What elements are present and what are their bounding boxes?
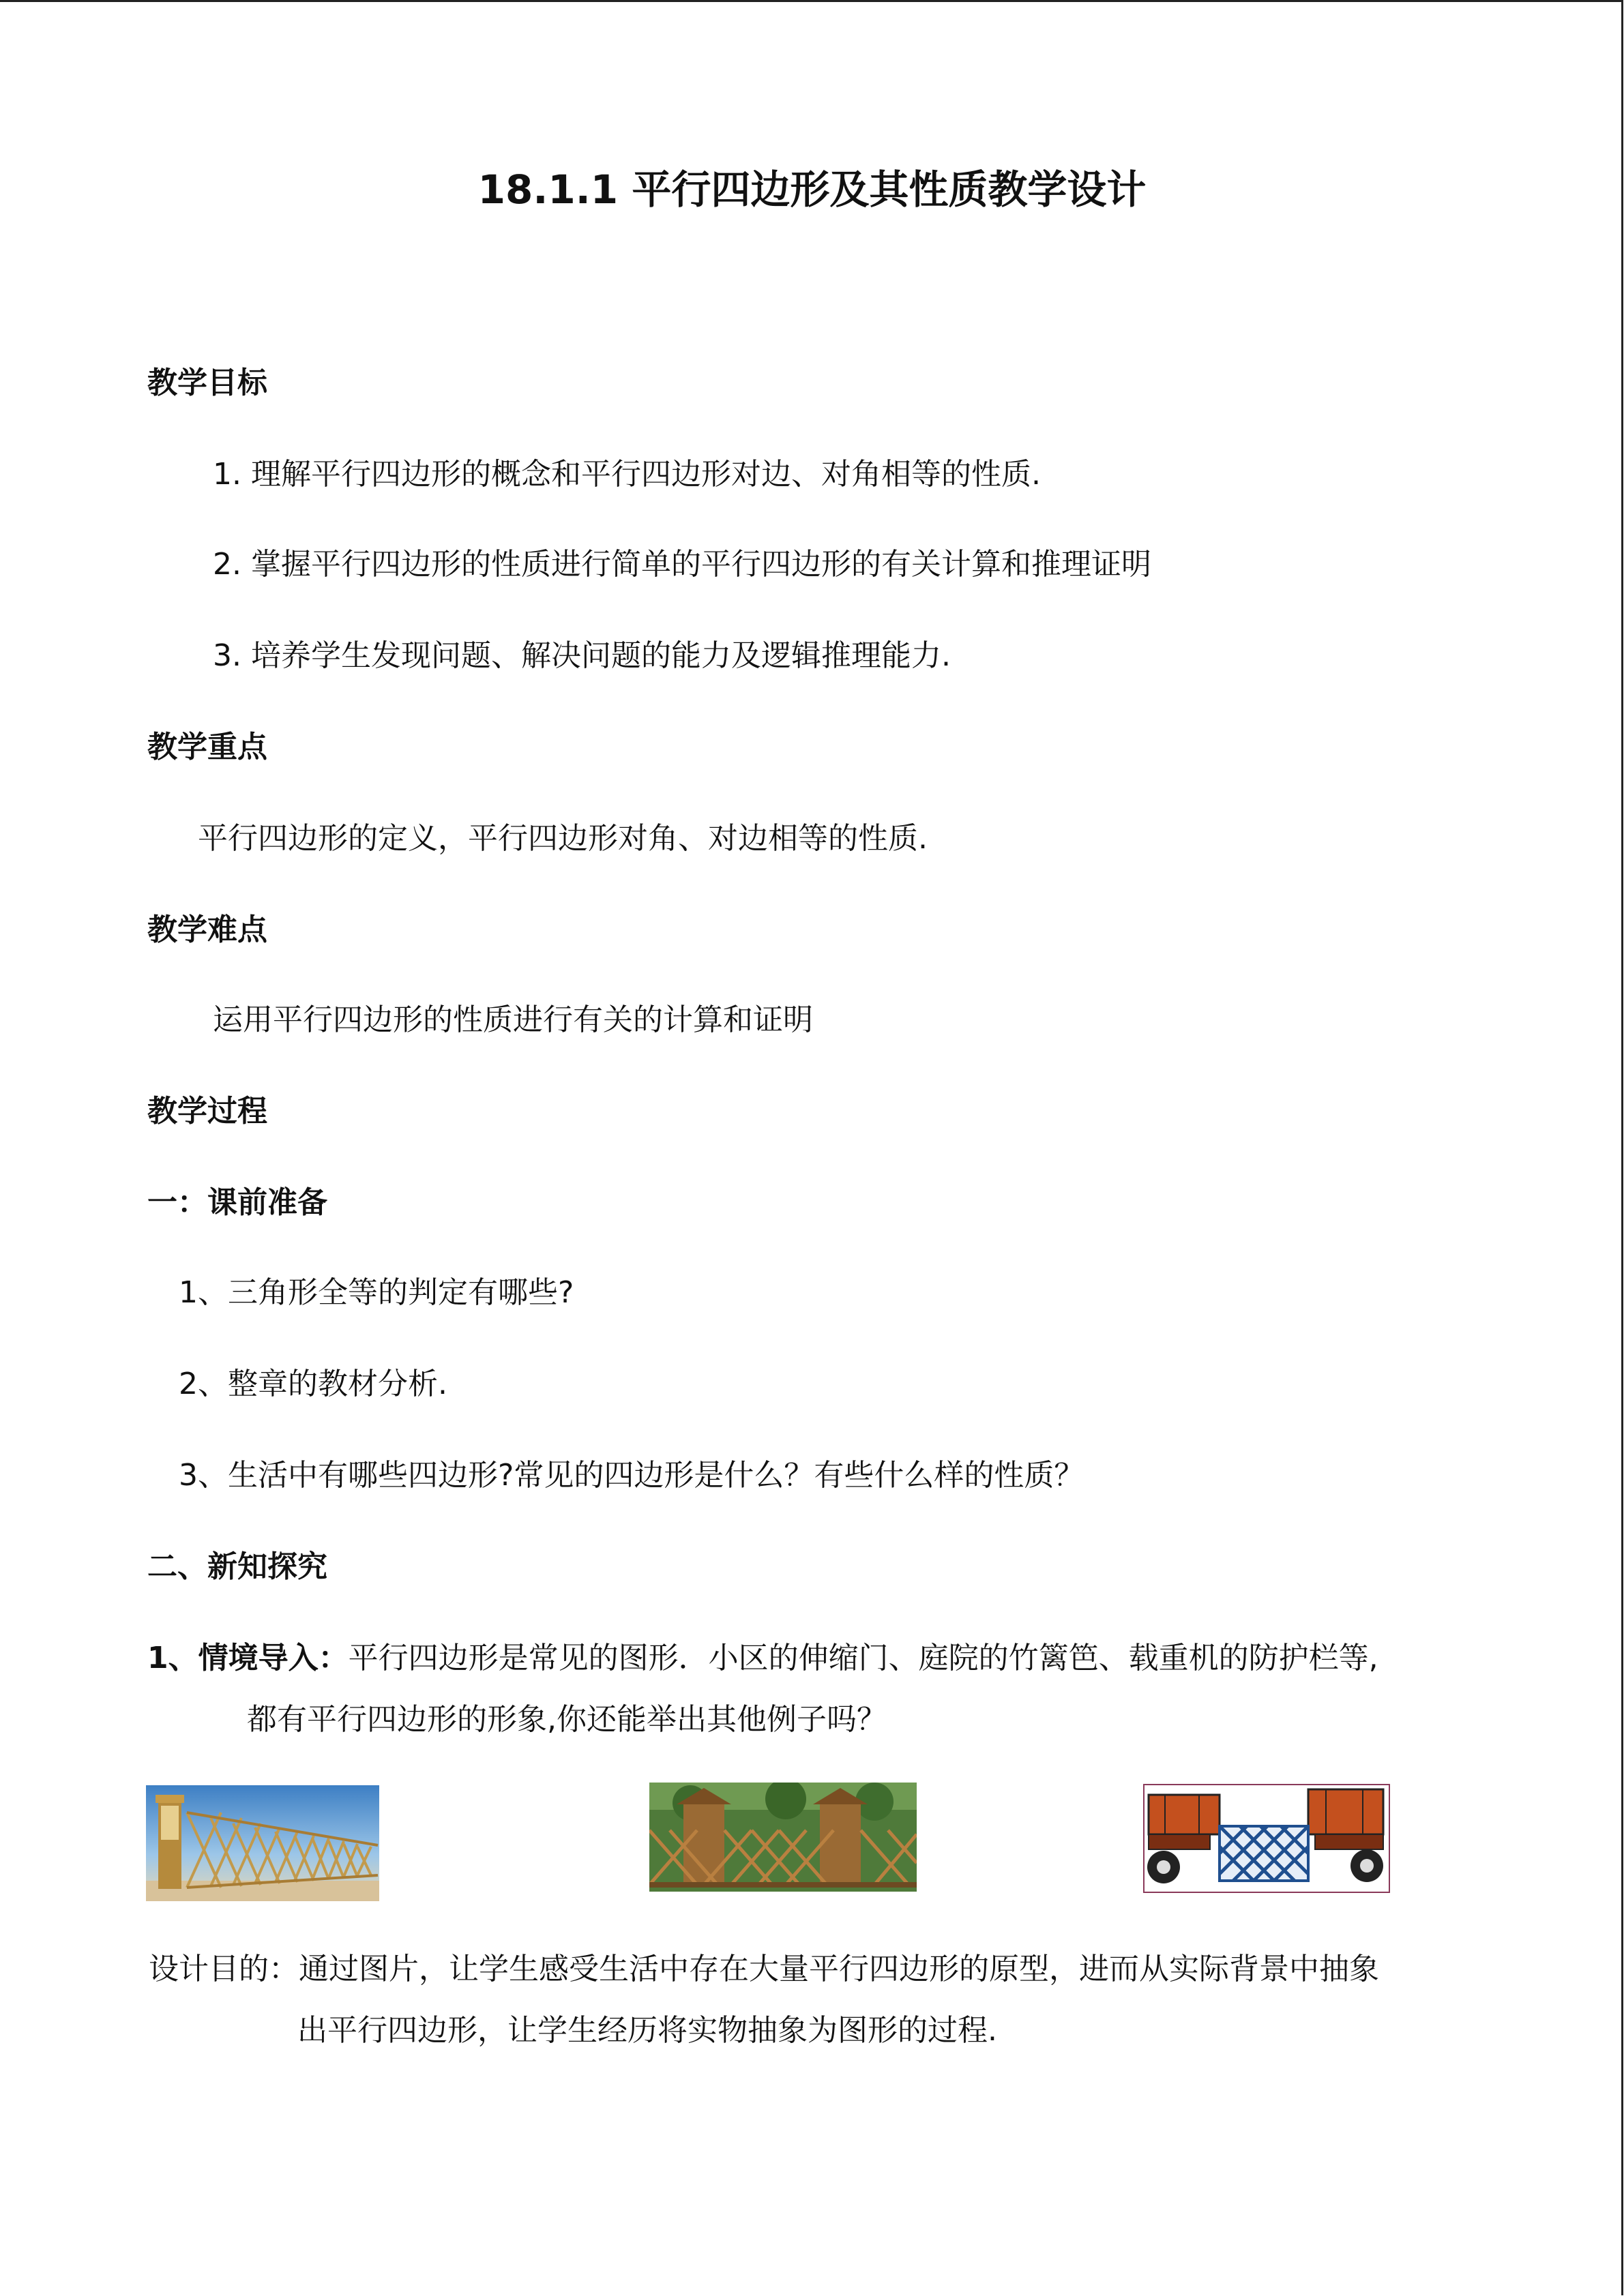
heading-key-points: 教学重点 [147, 730, 267, 764]
crane-guardrail-image [1143, 1784, 1390, 1893]
retractable-gate-image [146, 1785, 379, 1901]
scenario-label: 1、情境导入： [147, 1641, 349, 1675]
key-points-text: 平行四边形的定义，平行四边形对角、对边相等的性质. [198, 821, 928, 856]
document-title: 18.1.1 平行四边形及其性质教学设计 [477, 166, 1147, 213]
heading-preparation: 一：课前准备 [147, 1185, 327, 1220]
heading-difficulties: 教学难点 [147, 912, 267, 947]
prep-item: 2、整章的教材分析. [179, 1367, 447, 1401]
prep-item: 1、三角形全等的判定有哪些? [179, 1275, 574, 1310]
goal-item: 1. 理解平行四边形的概念和平行四边形对边、对角相等的性质. [213, 457, 1041, 492]
bamboo-fence-image [649, 1783, 917, 1892]
heading-teaching-process: 教学过程 [147, 1094, 267, 1129]
design-purpose-line1: 设计目的：通过图片，让学生感受生活中存在大量平行四边形的原型，进而从实际背景中抽象 [149, 1952, 1379, 1986]
scenario-text-line2: 都有平行四边形的形象,你还能举出其他例子吗？ [247, 1702, 887, 1737]
prep-item: 3、生活中有哪些四边形?常见的四边形是什么？有些什么样的性质？ [179, 1458, 1084, 1493]
goal-item: 3. 培养学生发现问题、解决问题的能力及逻辑推理能力. [213, 638, 951, 673]
difficulties-text: 运用平行四边形的性质进行有关的计算和证明 [213, 1002, 813, 1037]
design-purpose-line2: 出平行四边形，让学生经历将实物抽象为图形的过程. [297, 2013, 997, 2048]
scenario-text-line1: 平行四边形是常见的图形．小区的伸缩门、庭院的竹篱笆、载重机的防护栏等, [348, 1641, 1378, 1675]
heading-new-knowledge: 二、新知探究 [147, 1549, 327, 1584]
heading-teaching-goals: 教学目标 [147, 366, 267, 400]
goal-item: 2. 掌握平行四边形的性质进行简单的平行四边形的有关计算和推理证明 [213, 547, 1151, 582]
scenario-paragraph [147, 1638, 1378, 1679]
